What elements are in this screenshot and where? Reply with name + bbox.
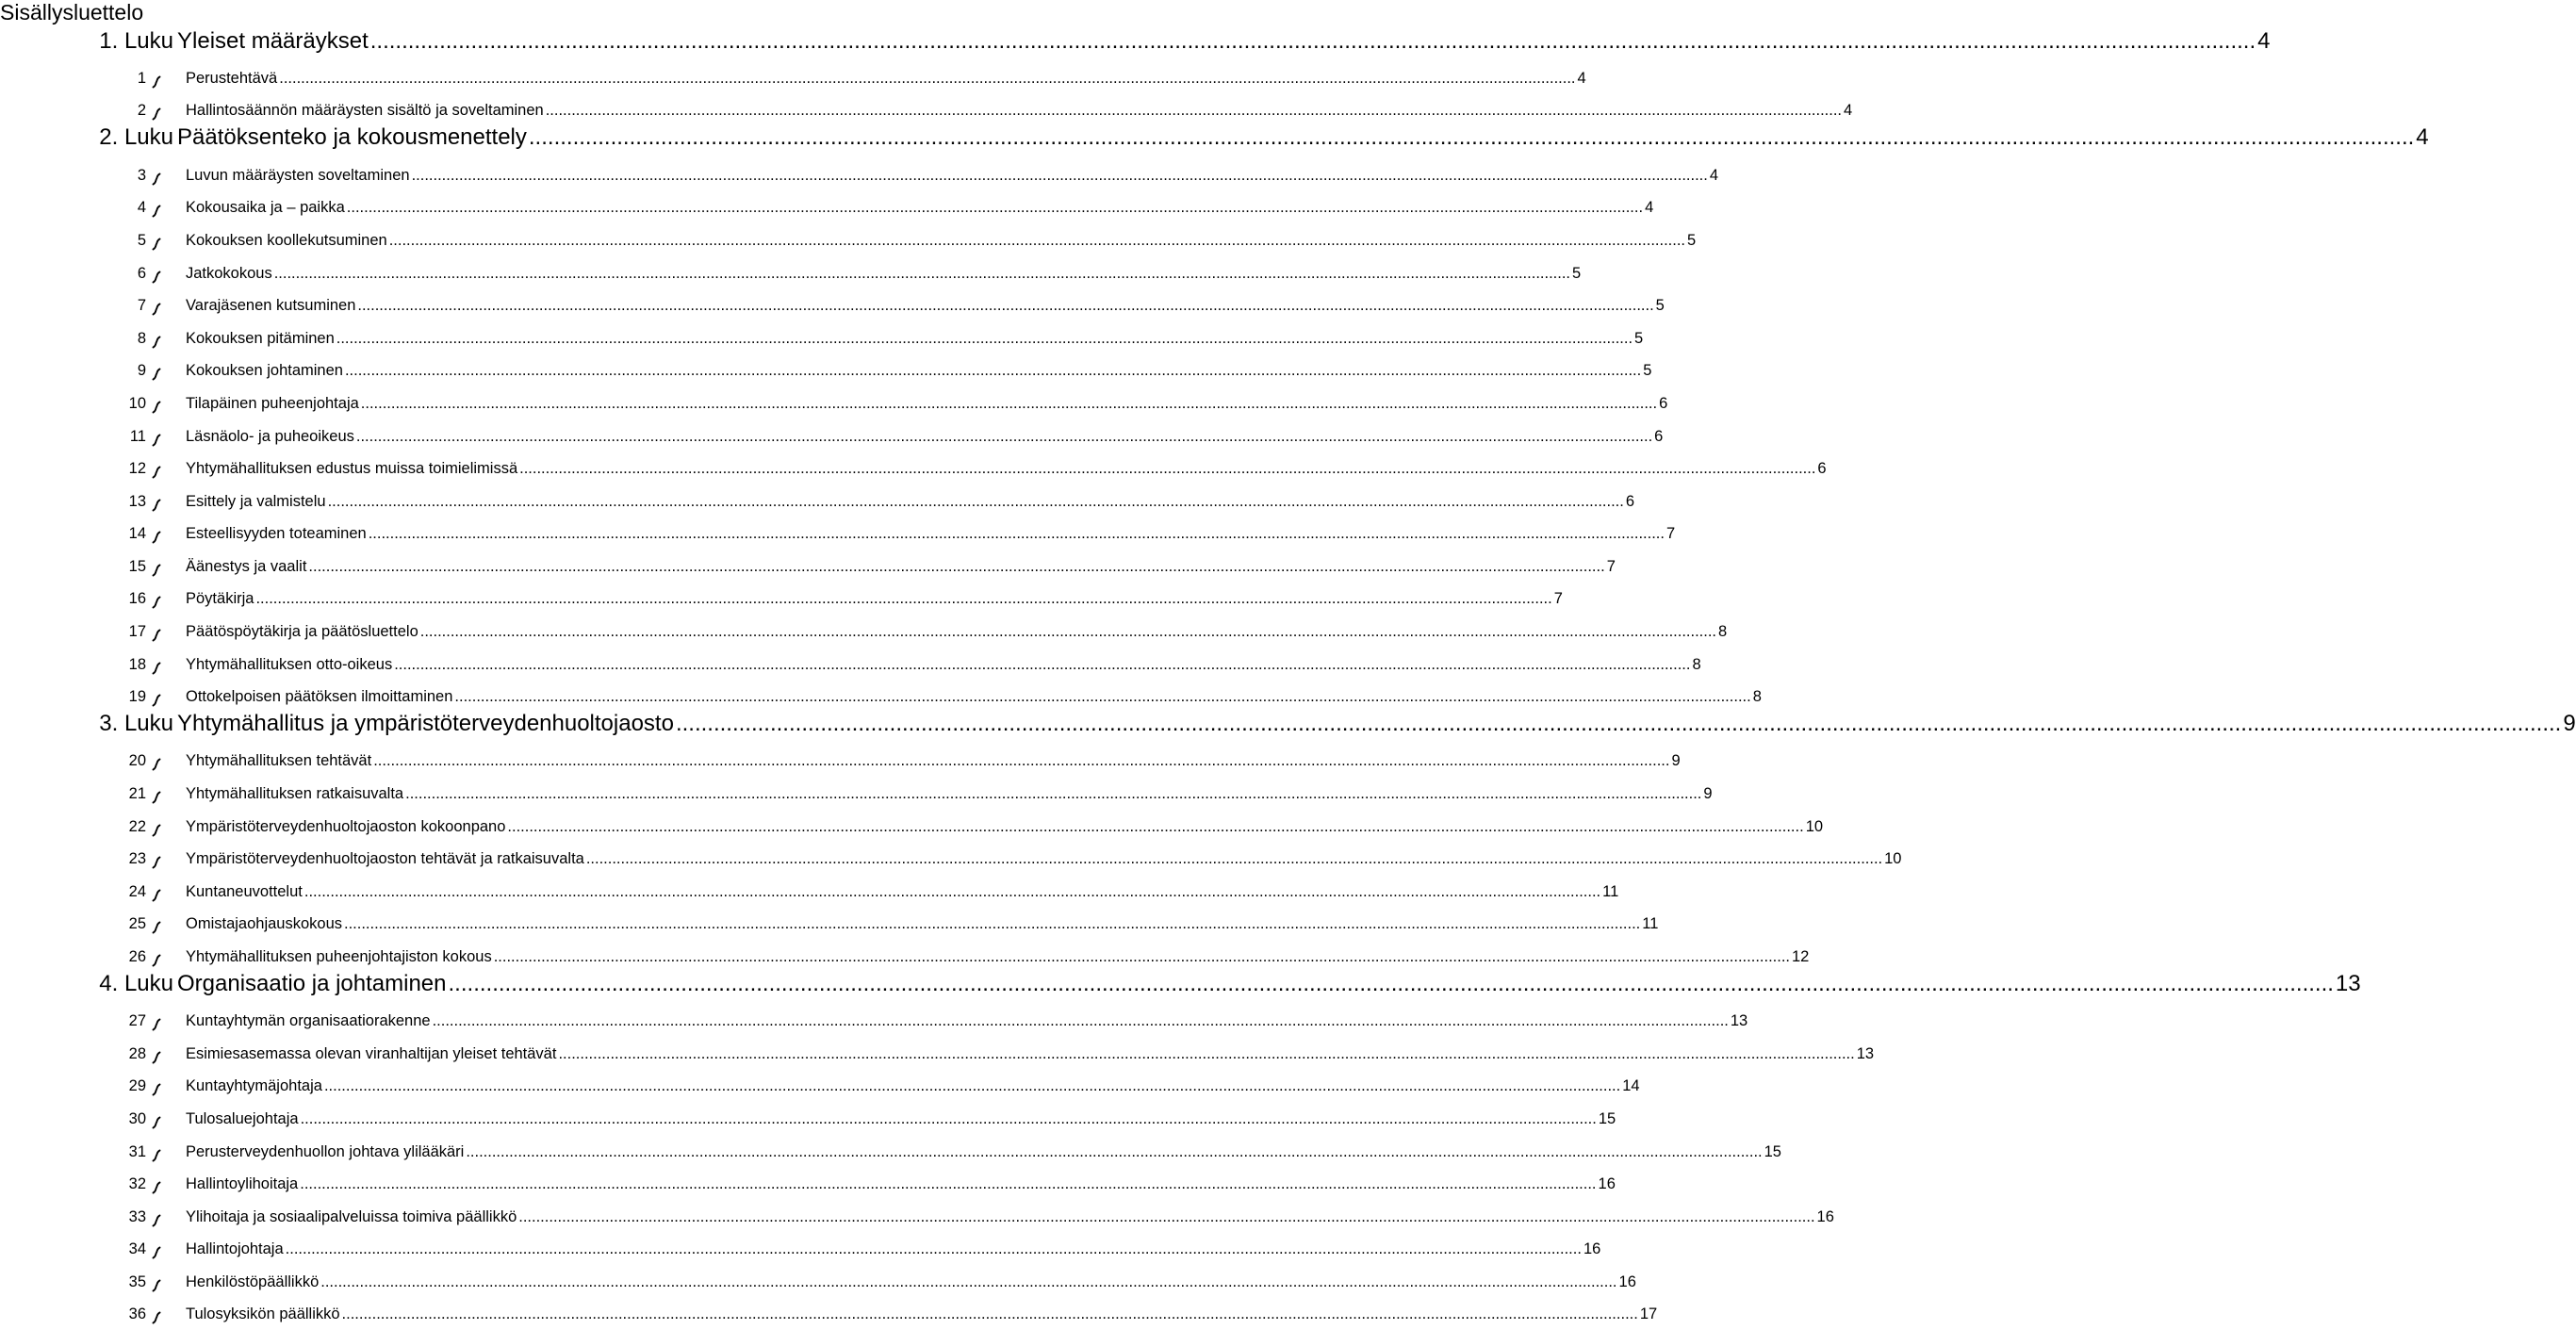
- toc-section-row[interactable]: [0, 849, 1902, 870]
- toc-chapter-row[interactable]: [0, 971, 2361, 999]
- section-number: 23: [128, 850, 146, 867]
- toc-entry[interactable]: [177, 971, 2361, 997]
- toc-entry[interactable]: [186, 101, 1853, 120]
- section-number: 8: [137, 330, 146, 347]
- dot-leader: ............................................................................................................................................................................................................................................................................................................: [341, 1305, 1638, 1322]
- dot-leader: ............................................................................................................................................................................................................................................................................................................: [493, 948, 1790, 965]
- entry-title: Tulosaluejohtaja: [186, 1110, 299, 1127]
- section-sign-icon: [152, 433, 161, 452]
- page-number: 6: [1625, 493, 1635, 510]
- page-number: 5: [1572, 265, 1582, 282]
- dot-leader: ............................................................................................................................................................................................................................................................................................................: [308, 558, 1605, 575]
- entry-title: Esittely ja valmistelu: [186, 493, 326, 510]
- entry-title: Ylihoitaja ja sosiaalipalveluissa toimiva päällikkö: [186, 1208, 517, 1225]
- page-number: 15: [1764, 1143, 1781, 1160]
- page-number: 13: [1856, 1045, 1875, 1062]
- toc-section-row[interactable]: [0, 622, 1728, 643]
- dot-leader: ............................................................................................................................................................................................................................................................................................................: [558, 1045, 1855, 1062]
- toc-section-row[interactable]: [0, 751, 1681, 772]
- section-sign-icon: [152, 1278, 161, 1298]
- entry-title: Kuntaneuvottelut: [186, 883, 303, 900]
- toc-entry[interactable]: [186, 1076, 1640, 1095]
- toc-entry[interactable]: [186, 589, 1563, 608]
- page-number: 12: [1792, 948, 1810, 965]
- dot-leader: ............................................................................................................................................................................................................................................................................................................: [279, 70, 1576, 87]
- toc-entry[interactable]: [186, 622, 1728, 641]
- entry-title: Tulosyksikön päällikkö: [186, 1305, 340, 1322]
- section-sign-icon: [152, 172, 161, 191]
- dot-leader: ............................................................................................................................................................................................................................................................................................................: [360, 395, 1658, 412]
- page-number: 16: [1618, 1273, 1636, 1290]
- page-number: 7: [1665, 525, 1676, 542]
- entry-title: Perustehtävä: [186, 70, 278, 87]
- page-number: 7: [1553, 590, 1563, 607]
- dot-leader: ............................................................................................................................................................................................................................................................................................................: [519, 460, 1816, 477]
- section-sign-icon: [152, 530, 161, 550]
- dot-leader: ............................................................................................................................................................................................................................................................................................................: [518, 1208, 1815, 1225]
- toc-section-row[interactable]: [0, 492, 1635, 513]
- page-number: 4: [1844, 102, 1853, 119]
- toc-entry[interactable]: [186, 329, 1644, 348]
- entry-title: Hallintoylihoitaja: [186, 1175, 299, 1192]
- page-number: 8: [1718, 623, 1728, 640]
- section-sign-icon: [152, 628, 161, 648]
- dot-leader: ............................................................................................................................................................................................................................................................................................................: [368, 525, 1665, 542]
- page-number: 7: [1606, 558, 1616, 575]
- entry-title: Äänestys ja vaalit: [186, 558, 307, 575]
- section-number: 26: [128, 948, 146, 965]
- toc-section-row[interactable]: [0, 1142, 1781, 1163]
- page-number: 4: [2416, 124, 2429, 150]
- page-number: 16: [1816, 1208, 1834, 1225]
- entry-title: Kokousaika ja – paikka: [186, 199, 345, 216]
- section-sign-icon: [152, 1180, 161, 1200]
- section-sign-icon: [152, 661, 161, 681]
- section-sign-icon: [152, 1213, 161, 1233]
- section-sign-icon: [152, 1050, 161, 1070]
- toc-entry[interactable]: [186, 557, 1616, 576]
- page-number: 4: [1645, 199, 1654, 216]
- section-sign-icon: [152, 953, 161, 973]
- section-sign-icon: [152, 465, 161, 484]
- entry-title: Kuntayhtymän organisaatiorakenne: [186, 1012, 431, 1029]
- dot-leader: ............................................................................................................................................................................................................................................................................................................: [585, 850, 1883, 867]
- section-number: 18: [128, 656, 146, 673]
- page-number: 6: [1659, 395, 1668, 412]
- section-sign-icon: [152, 204, 161, 223]
- section-sign-icon: [152, 1017, 161, 1037]
- toc-entry[interactable]: [186, 69, 1586, 88]
- entry-title: Ottokelpoisen päätöksen ilmoittaminen: [186, 688, 453, 705]
- entry-title: Yhtymähallituksen tehtävät: [186, 752, 372, 769]
- page-number: 6: [1817, 460, 1827, 477]
- chapter-number: 4. Luku: [99, 971, 173, 996]
- entry-title: Omistajaohjauskokous: [186, 915, 342, 932]
- toc-section-row[interactable]: [0, 687, 1762, 708]
- dot-leader: ............................................................................................................................................................................................................................................................................................................: [432, 1012, 1729, 1029]
- page-title: Sisällysluettelo: [0, 0, 144, 25]
- section-sign-icon: [152, 270, 161, 289]
- section-number: 10: [128, 395, 146, 412]
- toc-entry[interactable]: [177, 711, 2576, 737]
- toc-section-row[interactable]: [0, 1076, 1640, 1097]
- section-sign-icon: [152, 400, 161, 419]
- entry-title: Kokouksen pitäminen: [186, 330, 335, 347]
- toc-entry[interactable]: [186, 1044, 1875, 1063]
- toc-entry[interactable]: [177, 124, 2429, 151]
- toc-section-row[interactable]: [0, 394, 1668, 415]
- dot-leader: ............................................................................................................................................................................................................................................................................................................: [344, 915, 1641, 932]
- toc-entry[interactable]: [186, 1273, 1636, 1291]
- toc-section-row[interactable]: [0, 427, 1664, 448]
- section-number: 22: [128, 818, 146, 835]
- dot-leader: ............................................................................................................................................................................................................................................................................................................: [466, 1143, 1763, 1160]
- section-sign-icon: [152, 888, 161, 908]
- entry-title: Tilapäinen puheenjohtaja: [186, 395, 359, 412]
- toc-entry[interactable]: [186, 751, 1681, 770]
- dot-leader: ............................................................................................................................................................................................................................................................................................................: [336, 330, 1633, 347]
- dot-leader: ............................................................................................................................................................................................................................................................................................................: [300, 1110, 1597, 1127]
- entry-title: Ympäristöterveydenhuoltojaoston tehtävät ja ratkaisuvalta: [186, 850, 584, 867]
- entry-title: Kokouksen johtaminen: [186, 362, 343, 379]
- section-sign-icon: [152, 563, 161, 583]
- section-number: 35: [128, 1273, 146, 1290]
- dot-leader: ............................................................................................................................................................................................................................................................................................................: [369, 28, 2256, 54]
- section-sign-icon: [152, 107, 161, 126]
- toc-section-row[interactable]: [0, 1044, 1875, 1065]
- section-sign-icon: [152, 335, 161, 354]
- toc-section-row[interactable]: [0, 1273, 1636, 1293]
- toc-entry[interactable]: [186, 524, 1676, 543]
- toc-section-row[interactable]: [0, 589, 1563, 610]
- dot-leader: ............................................................................................................................................................................................................................................................................................................: [448, 971, 2334, 996]
- section-sign-icon: [152, 1082, 161, 1102]
- section-number: 13: [128, 493, 146, 510]
- entry-title: Esteellisyyden toteaminen: [186, 525, 367, 542]
- dot-leader: ............................................................................................................................................................................................................................................................................................................: [327, 493, 1624, 510]
- toc-entry[interactable]: [186, 1207, 1834, 1226]
- section-number: 33: [128, 1208, 146, 1225]
- entry-title: Yhtymähallituksen otto-oikeus: [186, 656, 393, 673]
- dot-leader: ............................................................................................................................................................................................................................................................................................................: [507, 818, 1804, 835]
- toc-entry[interactable]: [186, 1174, 1616, 1193]
- entry-title: Pöytäkirja: [186, 590, 254, 607]
- toc-entry[interactable]: [186, 1142, 1781, 1161]
- section-number: 16: [128, 590, 146, 607]
- entry-title: Yhtymähallituksen puheenjohtajiston kokous: [186, 948, 492, 965]
- entry-title: Päätöksenteko ja kokousmenettely: [177, 124, 527, 150]
- dot-leader: ............................................................................................................................................................................................................................................................................................................: [419, 623, 1717, 640]
- dot-leader: ............................................................................................................................................................................................................................................................................................................: [255, 590, 1552, 607]
- toc-section-row[interactable]: [0, 264, 1582, 285]
- section-sign-icon: [152, 595, 161, 615]
- toc-entry[interactable]: [186, 231, 1697, 250]
- section-sign-icon: [152, 693, 161, 713]
- section-sign-icon: [152, 757, 161, 777]
- toc-section-row[interactable]: [0, 1011, 1748, 1032]
- section-sign-icon: [152, 855, 161, 875]
- dot-leader: ............................................................................................................................................................................................................................................................................................................: [528, 124, 2415, 150]
- entry-title: Läsnäolo- ja puheoikeus: [186, 428, 354, 445]
- entry-title: Perusterveydenhuollon johtava ylilääkäri: [186, 1143, 465, 1160]
- page-number: 11: [1602, 883, 1619, 900]
- toc-section-row[interactable]: [0, 882, 1619, 903]
- entry-title: Jatkokokous: [186, 265, 272, 282]
- section-number: 9: [137, 362, 146, 379]
- section-number: 15: [128, 558, 146, 575]
- toc-section-row[interactable]: [0, 557, 1616, 578]
- section-sign-icon: [152, 498, 161, 517]
- chapter-number: 1. Luku: [99, 28, 173, 54]
- section-number: 4: [137, 199, 146, 216]
- dot-leader: ............................................................................................................................................................................................................................................................................................................: [454, 688, 1751, 705]
- page-number: 5: [1643, 362, 1652, 379]
- entry-title: Esimiesasemassa olevan viranhaltijan yleiset tehtävät: [186, 1045, 557, 1062]
- entry-title: Organisaatio ja johtaminen: [177, 971, 447, 996]
- toc-section-row[interactable]: [0, 69, 1586, 90]
- section-number: 19: [128, 688, 146, 705]
- toc-entry[interactable]: [186, 492, 1635, 511]
- section-sign-icon: [152, 823, 161, 843]
- section-sign-icon: [152, 1310, 161, 1330]
- toc-section-row[interactable]: [0, 101, 1853, 122]
- section-number: 6: [137, 265, 146, 282]
- toc-section-row[interactable]: [0, 1240, 1601, 1260]
- toc-entry[interactable]: [186, 687, 1762, 706]
- section-sign-icon: [152, 790, 161, 810]
- toc-section-row[interactable]: [0, 1174, 1616, 1195]
- toc-section-row[interactable]: [0, 817, 1824, 838]
- page-number: 15: [1598, 1110, 1616, 1127]
- toc-entry[interactable]: [186, 1011, 1748, 1030]
- toc-section-row[interactable]: [0, 655, 1701, 676]
- toc-entry[interactable]: [186, 914, 1659, 933]
- section-number: 29: [128, 1077, 146, 1094]
- page-number: 9: [2563, 711, 2576, 736]
- toc-entry[interactable]: [186, 394, 1668, 413]
- dot-leader: ............................................................................................................................................................................................................................................................................................................: [304, 883, 1601, 900]
- page-number: 5: [1655, 297, 1665, 314]
- page-number: 10: [1805, 818, 1824, 835]
- section-number: 36: [128, 1305, 146, 1322]
- page-number: 8: [1752, 688, 1762, 705]
- section-number: 30: [128, 1110, 146, 1127]
- section-sign-icon: [152, 237, 161, 256]
- toc-section-row[interactable]: [0, 1305, 1658, 1325]
- dot-leader: ............................................................................................................................................................................................................................................................................................................: [273, 265, 1570, 282]
- toc-section-row[interactable]: [0, 459, 1827, 480]
- toc-entry[interactable]: [186, 947, 1810, 966]
- page-number: 4: [2257, 28, 2271, 54]
- entry-title: Yhtymähallituksen ratkaisuvalta: [186, 785, 404, 802]
- dot-leader: ............................................................................................................................................................................................................................................................................................................: [320, 1273, 1617, 1290]
- toc-entry[interactable]: [186, 264, 1582, 283]
- entry-title: Kokouksen koollekutsuminen: [186, 232, 387, 249]
- page-number: 9: [1671, 752, 1681, 769]
- dot-leader: ............................................................................................................................................................................................................................................................................................................: [300, 1175, 1597, 1192]
- toc-section-row[interactable]: [0, 1109, 1616, 1130]
- section-number: 28: [128, 1045, 146, 1062]
- section-number: 27: [128, 1012, 146, 1029]
- entry-title: Luvun määräysten soveltaminen: [186, 167, 410, 184]
- toc-entry[interactable]: [186, 198, 1654, 217]
- section-number: 21: [128, 785, 146, 802]
- dot-leader: ............................................................................................................................................................................................................................................................................................................: [394, 656, 1691, 673]
- dot-leader: ............................................................................................................................................................................................................................................................................................................: [405, 785, 1702, 802]
- entry-title: Hallintosäännön määräysten sisältö ja soveltaminen: [186, 102, 544, 119]
- page-number: 5: [1634, 330, 1644, 347]
- toc-section-row[interactable]: [0, 524, 1676, 545]
- toc-entry[interactable]: [186, 784, 1713, 803]
- toc-entry[interactable]: [186, 166, 1719, 185]
- dot-leader: ............................................................................................................................................................................................................................................................................................................: [373, 752, 1670, 769]
- dot-leader: ............................................................................................................................................................................................................................................................................................................: [545, 102, 1842, 119]
- entry-title: Kuntayhtymäjohtaja: [186, 1077, 322, 1094]
- toc-entry[interactable]: [186, 361, 1652, 380]
- toc-entry[interactable]: [186, 655, 1701, 674]
- section-number: 20: [128, 752, 146, 769]
- chapter-number: 2. Luku: [99, 124, 173, 150]
- toc-entry[interactable]: [186, 1109, 1616, 1128]
- toc-entry[interactable]: [177, 28, 2271, 55]
- toc-entry[interactable]: [186, 1240, 1601, 1258]
- entry-title: Yleiset määräykset: [177, 28, 369, 54]
- toc-entry[interactable]: [186, 296, 1665, 315]
- section-sign-icon: [152, 367, 161, 386]
- toc-chapter-row[interactable]: [0, 28, 2271, 57]
- section-sign-icon: [152, 74, 161, 94]
- section-number: 3: [137, 167, 146, 184]
- dot-leader: ............................................................................................................................................................................................................................................................................................................: [285, 1240, 1582, 1257]
- section-sign-icon: [152, 1245, 161, 1265]
- page-number: 8: [1692, 656, 1701, 673]
- toc-entry[interactable]: [186, 817, 1824, 836]
- toc-section-row[interactable]: [0, 231, 1697, 252]
- section-number: 32: [128, 1175, 146, 1192]
- section-sign-icon: [152, 302, 161, 321]
- toc-section-row[interactable]: [0, 361, 1652, 382]
- section-number: 34: [128, 1240, 146, 1257]
- section-number: 31: [128, 1143, 146, 1160]
- page-number: 4: [1709, 167, 1719, 184]
- section-number: 11: [129, 428, 146, 445]
- entry-title: Henkilöstöpäällikkö: [186, 1273, 320, 1290]
- page-number: 4: [1577, 70, 1586, 87]
- toc-section-row[interactable]: [0, 166, 1719, 187]
- toc-chapter-row[interactable]: [0, 711, 2576, 739]
- toc-section-row[interactable]: [0, 914, 1659, 935]
- toc-entry[interactable]: [186, 1305, 1658, 1323]
- section-number: 14: [128, 525, 146, 542]
- dot-leader: ............................................................................................................................................................................................................................................................................................................: [344, 362, 1642, 379]
- page-number: 10: [1884, 850, 1902, 867]
- chapter-number: 3. Luku: [99, 711, 173, 736]
- dot-leader: ............................................................................................................................................................................................................................................................................................................: [323, 1077, 1621, 1094]
- section-sign-icon: [152, 1148, 161, 1168]
- toc-section-row[interactable]: [0, 784, 1713, 805]
- toc-section-row[interactable]: [0, 947, 1810, 968]
- entry-title: Yhtymähallitus ja ympäristöterveydenhuoltojaosto: [177, 711, 674, 736]
- toc-chapter-row[interactable]: [0, 124, 2429, 153]
- section-number: 24: [128, 883, 146, 900]
- dot-leader: ............................................................................................................................................................................................................................................................................................................: [388, 232, 1685, 249]
- dot-leader: ............................................................................................................................................................................................................................................................................................................: [355, 428, 1653, 445]
- page-number: 13: [1730, 1012, 1748, 1029]
- toc-entry[interactable]: [186, 427, 1664, 446]
- entry-title: Päätöspöytäkirja ja päätösluettelo: [186, 623, 418, 640]
- page-number: 13: [2335, 971, 2361, 996]
- entry-title: Hallintojohtaja: [186, 1240, 284, 1257]
- toc-section-row[interactable]: [0, 1207, 1834, 1228]
- section-number: 2: [137, 102, 146, 119]
- toc-section-row[interactable]: [0, 198, 1654, 219]
- page-number: 9: [1703, 785, 1713, 802]
- entry-title: Ympäristöterveydenhuoltojaoston kokoonpano: [186, 818, 506, 835]
- section-sign-icon: [152, 920, 161, 940]
- page-number: 16: [1598, 1175, 1616, 1192]
- section-sign-icon: [152, 1115, 161, 1135]
- section-number: 12: [128, 460, 146, 477]
- page-number: 6: [1654, 428, 1664, 445]
- page-number: 11: [1642, 915, 1659, 932]
- toc-entry[interactable]: [186, 849, 1902, 868]
- toc-entry[interactable]: [186, 882, 1619, 901]
- dot-leader: ............................................................................................................................................................................................................................................................................................................: [357, 297, 1654, 314]
- dot-leader: ............................................................................................................................................................................................................................................................................................................: [675, 711, 2562, 736]
- dot-leader: ............................................................................................................................................................................................................................................................................................................: [346, 199, 1644, 216]
- page-number: 17: [1639, 1305, 1658, 1322]
- page-number: 16: [1583, 1240, 1601, 1257]
- section-number: 7: [137, 297, 146, 314]
- dot-leader: ............................................................................................................................................................................................................................................................................................................: [411, 167, 1708, 184]
- section-number: 5: [137, 232, 146, 249]
- page-number: 14: [1622, 1077, 1640, 1094]
- section-number: 25: [128, 915, 146, 932]
- toc-entry[interactable]: [186, 459, 1827, 478]
- entry-title: Yhtymähallituksen edustus muissa toimielimissä: [186, 460, 518, 477]
- page-number: 5: [1687, 232, 1697, 249]
- entry-title: Varajäsenen kutsuminen: [186, 297, 356, 314]
- section-number: 17: [128, 623, 146, 640]
- toc-section-row[interactable]: [0, 329, 1644, 350]
- section-number: 1: [137, 70, 146, 87]
- toc-section-row[interactable]: [0, 296, 1665, 317]
